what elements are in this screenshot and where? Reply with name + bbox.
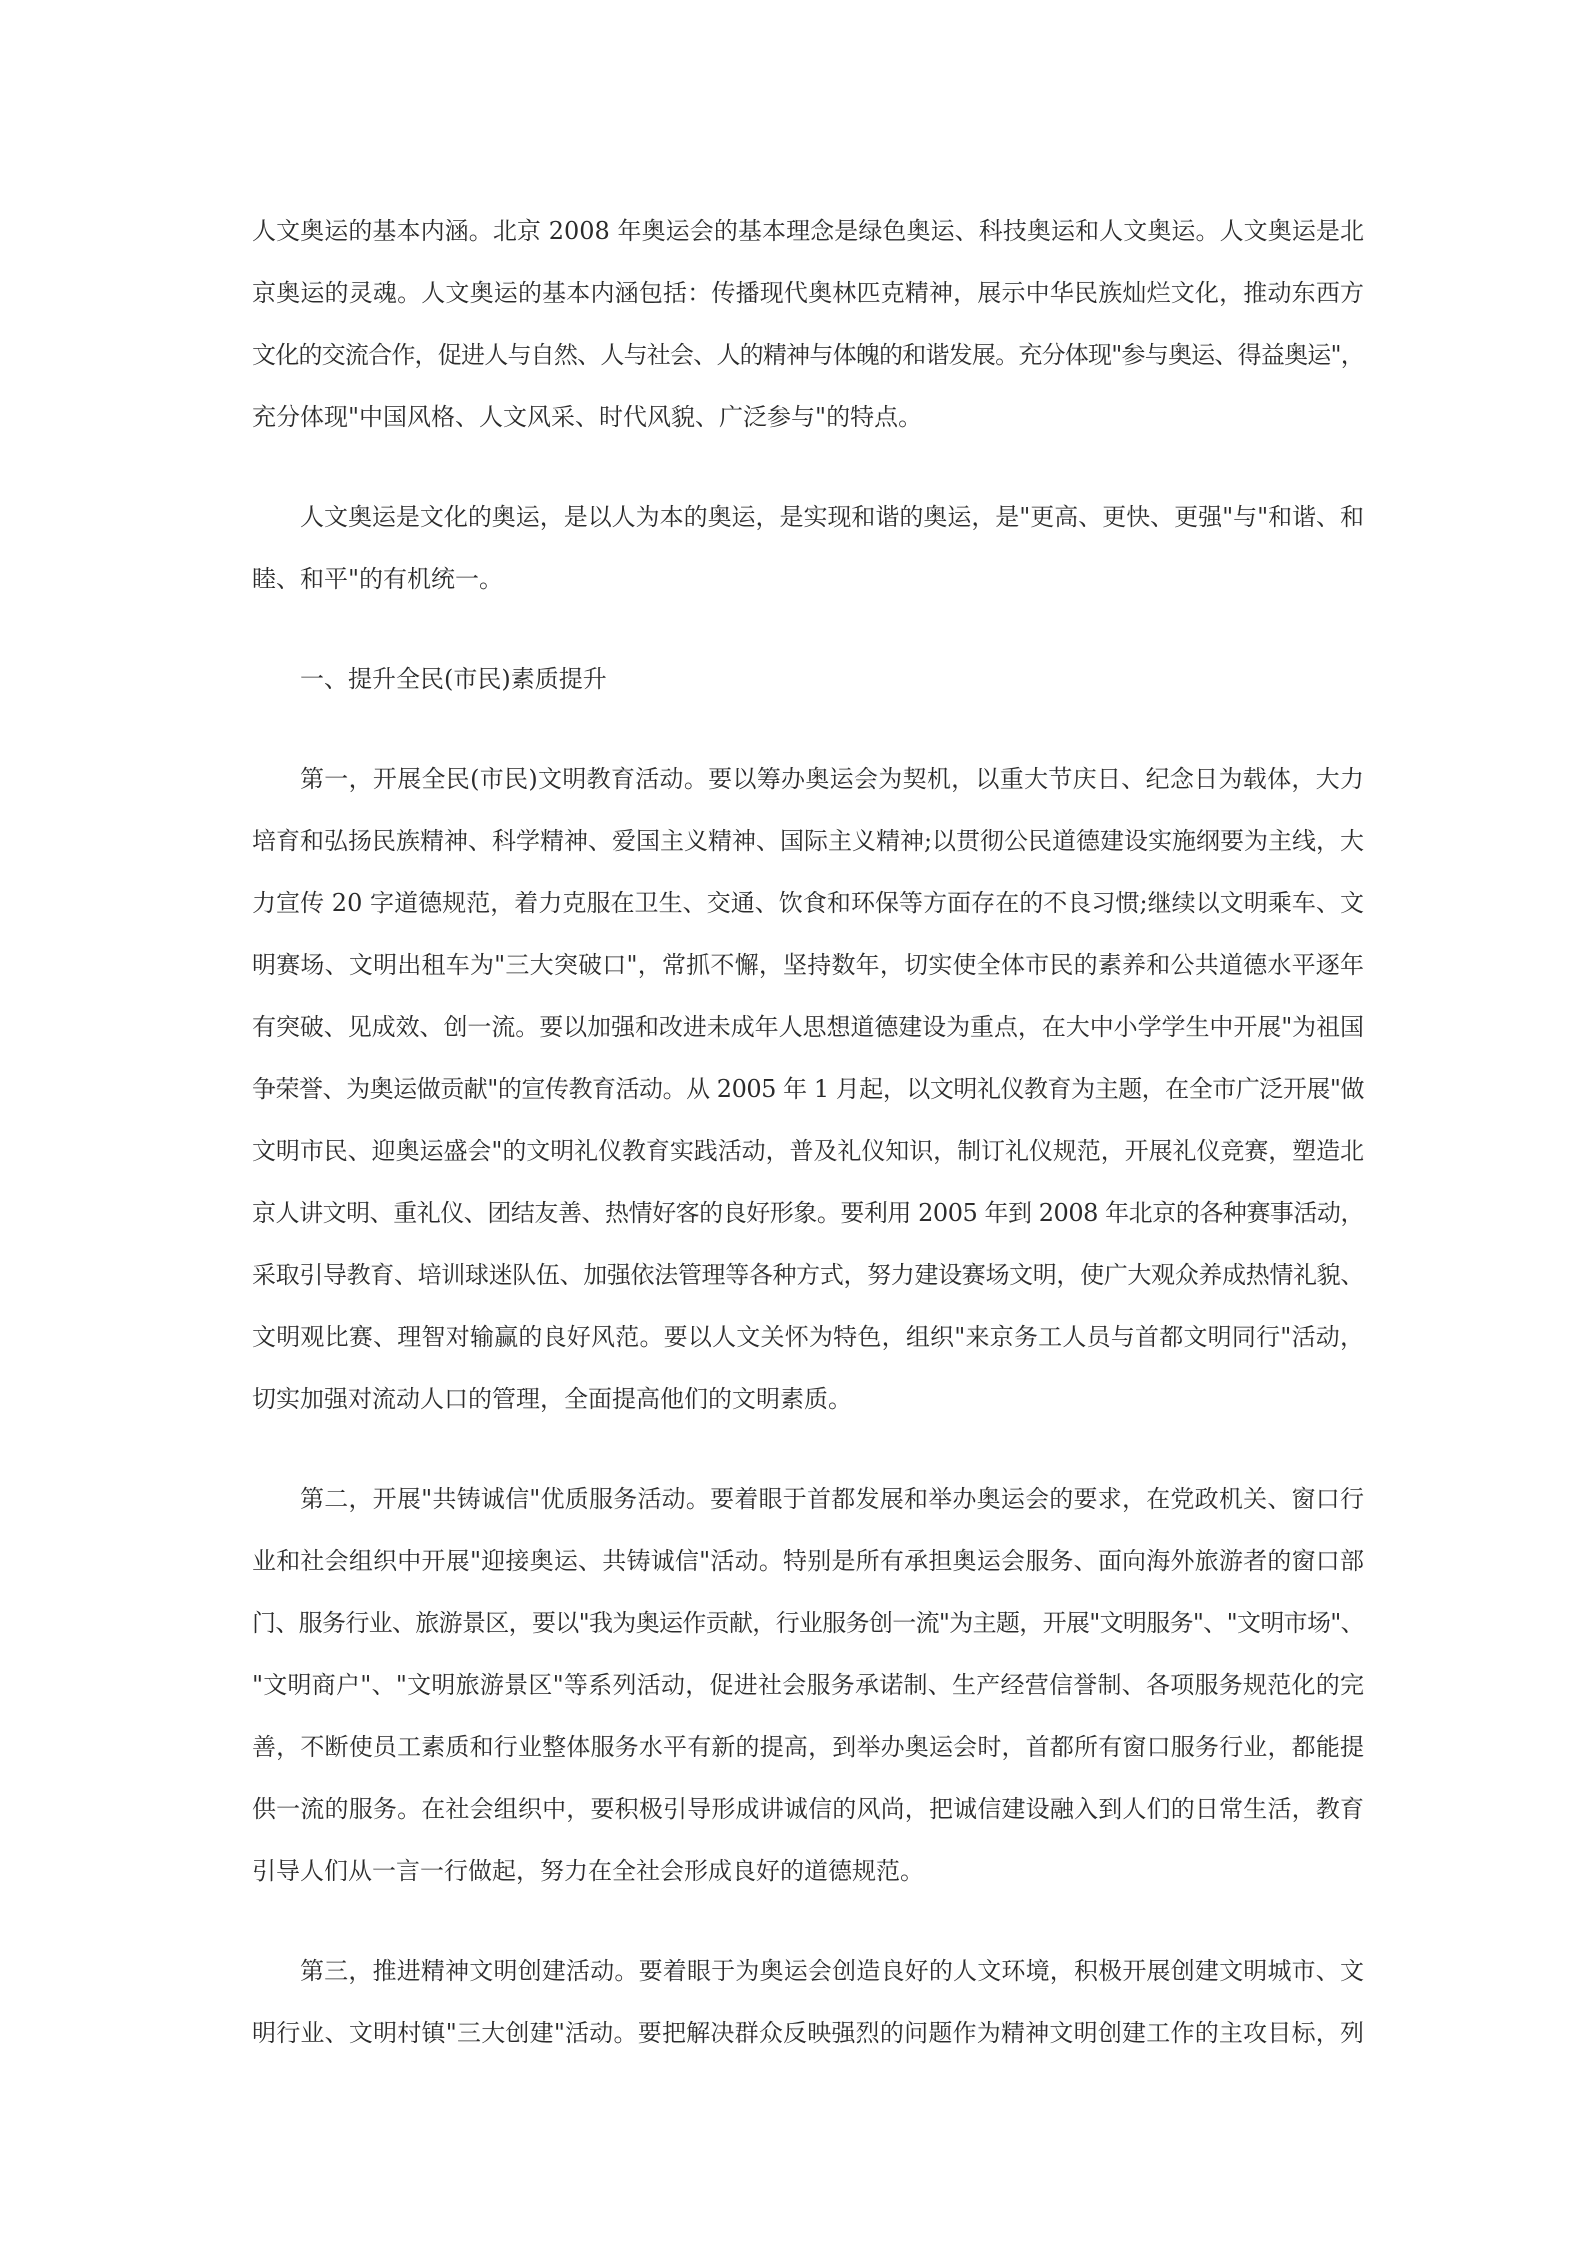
text-line: 明行业、文明村镇"三大创建"活动。要把解决群众反映强烈的问题作为精神文明创建工作的主攻目标，列 — [252, 2019, 1364, 2047]
text-line: 人文奥运的基本内涵。北京 2008 年奥运会的基本理念是绿色奥运、科技奥运和人文奥运。人文奥运是北 — [252, 217, 1364, 245]
text-line: 采取引导教育、培训球迷队伍、加强依法管理等各种方式，努力建设赛场文明，使广大观众养成热情礼貌、 — [252, 1261, 1364, 1289]
text-line: 业和社会组织中开展"迎接奥运、共铸诚信"活动。特别是所有承担奥运会服务、面向海外旅游者的窗口部 — [252, 1547, 1364, 1575]
text-line: 门、服务行业、旅游景区，要以"我为奥运作贡献，行业服务创一流"为主题，开展"文明服务"、"文明市场"、 — [252, 1609, 1364, 1637]
text-line: 京奥运的灵魂。人文奥运的基本内涵包括：传播现代奥林匹克精神，展示中华民族灿烂文化，推动东西方 — [252, 279, 1364, 307]
text-line: "文明商户"、"文明旅游景区"等系列活动，促进社会服务承诺制、生产经营信誉制、各项服务规范化的完 — [252, 1671, 1364, 1699]
text-line: 第三，推进精神文明创建活动。要着眼于为奥运会创造良好的人文环境，积极开展创建文明城市、文 — [300, 1957, 1364, 1985]
text-line: 供一流的服务。在社会组织中，要积极引导形成讲诚信的风尚，把诚信建设融入到人们的日常生活，教育 — [252, 1795, 1364, 1823]
paragraph-first-civilization-education — [252, 756, 1364, 1438]
text-line: 人文奥运是文化的奥运，是以人为本的奥运，是实现和谐的奥运，是"更高、更快、更强"与"和谐、和 — [300, 503, 1364, 531]
paragraph-second-integrity-service — [252, 1476, 1364, 1910]
text-line: 京人讲文明、重礼仪、团结友善、热情好客的良好形象。要利用 2005 年到 2008 年北京的各种赛事活动， — [252, 1199, 1364, 1227]
text-line: 力宣传 20 字道德规范，着力克服在卫生、交通、饮食和环保等方面存在的不良习惯;继续以文明乘车、文 — [252, 889, 1364, 917]
text-line: 睦、和平"的有机统一。 — [252, 565, 504, 593]
text-line: 有突破、见成效、创一流。要以加强和改进未成年人思想道德建设为重点，在大中小学学生中开展"为祖国 — [252, 1013, 1364, 1041]
text-line: 切实加强对流动人口的管理，全面提高他们的文明素质。 — [252, 1385, 852, 1413]
text-line: 充分体现"中国风格、人文风采、时代风貌、广泛参与"的特点。 — [252, 403, 923, 431]
paragraph-humanistic-olympics-meaning — [252, 208, 1364, 456]
text-line: 培育和弘扬民族精神、科学精神、爱国主义精神、国际主义精神;以贯彻公民道德建设实施纲要为主线，大 — [252, 827, 1364, 855]
text-line: 善，不断使员工素质和行业整体服务水平有新的提高，到举办奥运会时，首都所有窗口服务行业，都能提 — [252, 1733, 1364, 1761]
text-line: 文明观比赛、理智对输赢的良好风范。要以人文关怀为特色，组织"来京务工人员与首都文明同行"活动， — [252, 1323, 1364, 1351]
text-line: 第二，开展"共铸诚信"优质服务活动。要着眼于首都发展和举办奥运会的要求，在党政机关、窗口行 — [300, 1485, 1364, 1513]
text-line: 明赛场、文明出租车为"三大突破口"，常抓不懈，坚持数年，切实使全体市民的素养和公共道德水平逐年 — [252, 951, 1364, 979]
paragraph-cultural-olympics — [252, 494, 1364, 618]
text-line: 文化的交流合作，促进人与自然、人与社会、人的精神与体魄的和谐发展。充分体现"参与奥运、得益奥运"， — [252, 341, 1364, 369]
paragraph-third-spiritual-civilization — [252, 1948, 1364, 2072]
text-line: 第一，开展全民(市民)文明教育活动。要以筹办奥运会为契机，以重大节庆日、纪念日为载体，大力 — [300, 765, 1364, 793]
section-heading-text: 一、提升全民(市民)素质提升 — [300, 665, 607, 693]
text-line: 文明市民、迎奥运盛会"的文明礼仪教育实践活动，普及礼仪知识，制订礼仪规范，开展礼仪竞赛，塑造北 — [252, 1137, 1364, 1165]
text-line: 引导人们从一言一行做起，努力在全社会形成良好的道德规范。 — [252, 1857, 924, 1885]
section-heading — [252, 656, 1364, 718]
document-page — [252, 208, 1364, 2110]
text-line: 争荣誉、为奥运做贡献"的宣传教育活动。从 2005 年 1 月起，以文明礼仪教育为主题，在全市广泛开展"做 — [252, 1075, 1364, 1103]
